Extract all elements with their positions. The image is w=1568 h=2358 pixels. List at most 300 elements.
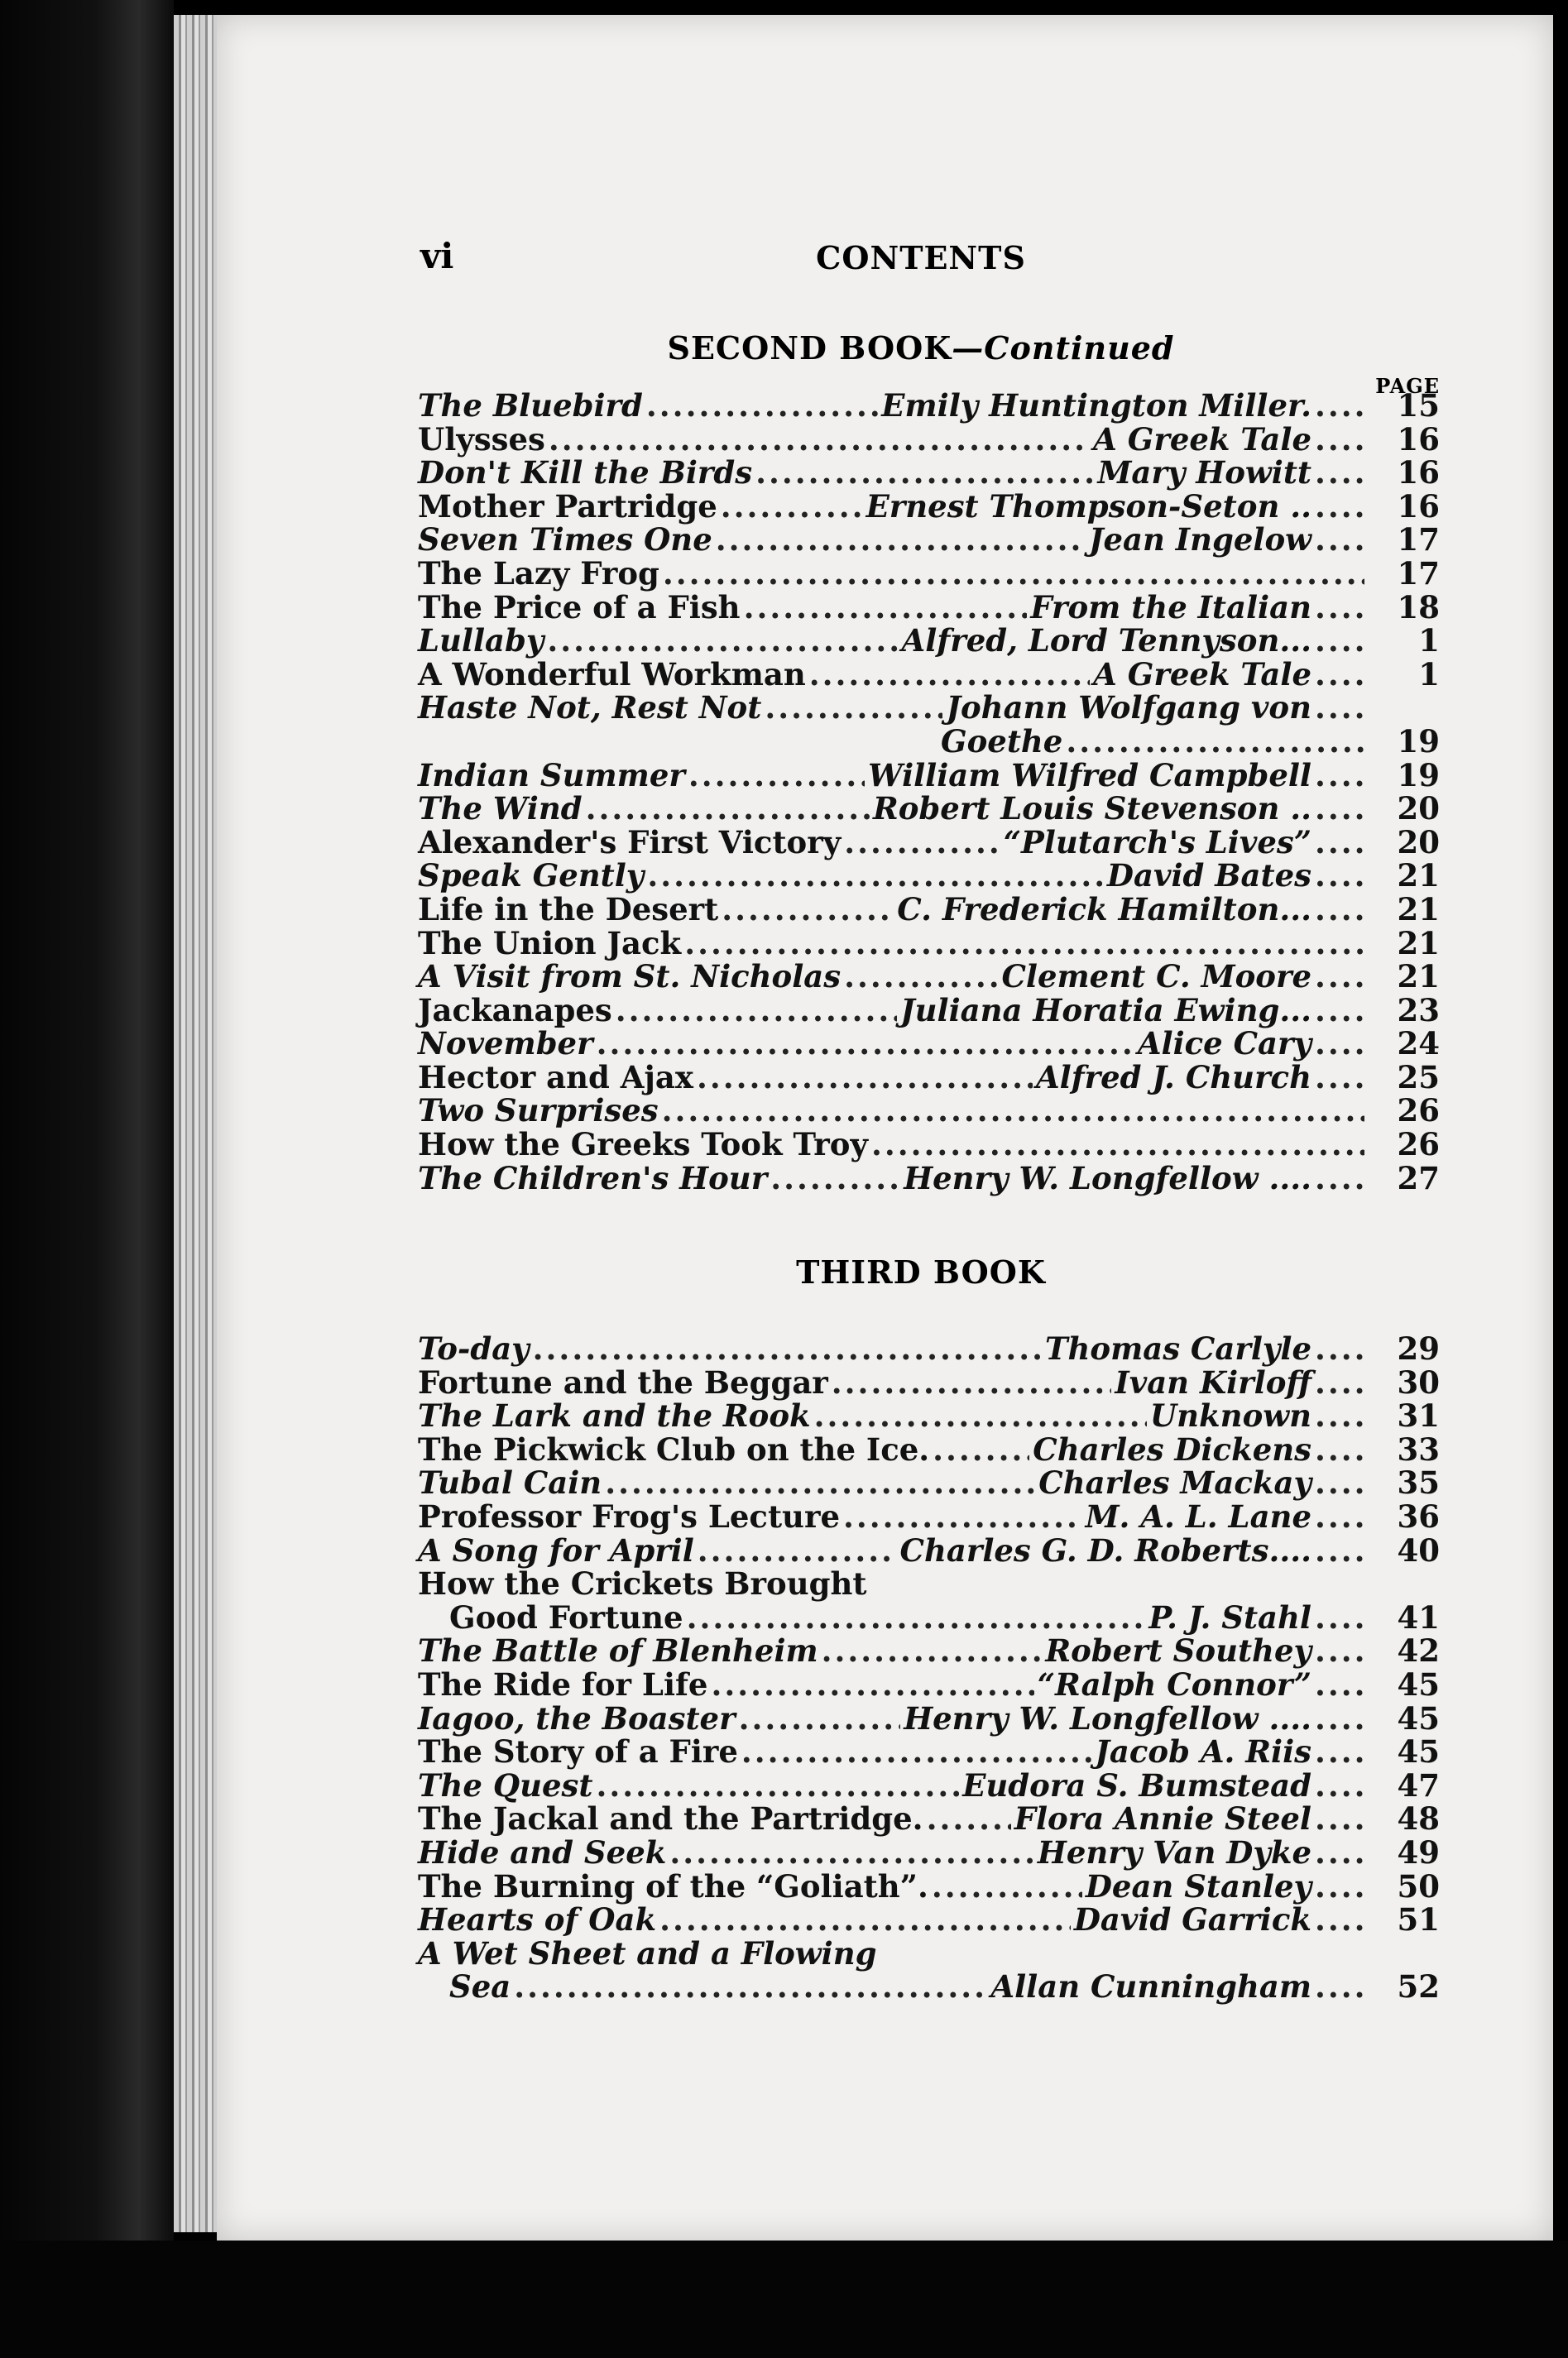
toc-page-number: 52 — [1397, 1968, 1440, 2006]
toc-row — [418, 1364, 1440, 1401]
toc-title: The Children's Hour — [418, 1159, 768, 1196]
toc-author: Robert Southey — [1045, 1632, 1311, 1670]
third-book-toc — [418, 1330, 1440, 2006]
dot-leader — [721, 488, 863, 525]
dot-leader — [933, 1431, 1029, 1468]
dot-leader — [822, 1632, 1043, 1669]
toc-page-number: 21 — [1397, 857, 1440, 894]
dot-leader — [1315, 589, 1364, 625]
dot-leader — [1315, 1498, 1364, 1535]
toc-row-text — [418, 488, 1368, 525]
toc-title: Iagoo, the Boaster — [418, 1699, 736, 1737]
dot-leader — [1315, 958, 1364, 994]
toc-row-text — [418, 958, 1368, 994]
toc-page-number: 16 — [1397, 454, 1440, 491]
toc-author: Alice Cary — [1137, 1025, 1311, 1062]
toc-title: Indian Summer — [418, 756, 685, 793]
dot-leader — [716, 521, 1086, 558]
dot-leader — [647, 857, 1104, 894]
toc-row-text — [418, 1599, 1368, 1636]
toc-title: Two Surprises — [418, 1092, 659, 1129]
toc-title: The Price of a Fish — [418, 588, 741, 625]
dot-leader — [1315, 1397, 1364, 1434]
toc-title: The Pickwick Club on the Ice. — [418, 1431, 930, 1468]
second-book-toc — [418, 387, 1440, 1196]
dot-leader — [1315, 421, 1364, 458]
toc-page-number: 51 — [1397, 1901, 1440, 1939]
dot-leader — [597, 1025, 1134, 1062]
toc-author: P. J. Stahl — [1148, 1598, 1311, 1636]
toc-title: The Quest — [418, 1766, 593, 1804]
toc-title: A Visit from St. Nicholas — [418, 958, 842, 995]
toc-title: The Jackal and the Partridge. — [418, 1800, 923, 1838]
dot-leader — [809, 656, 1090, 693]
toc-row-text — [418, 824, 1368, 860]
toc-title: The Wind — [418, 790, 583, 827]
dot-leader — [770, 1160, 900, 1196]
toc-row-text — [418, 622, 1368, 659]
toc-row-text — [418, 1397, 1368, 1434]
toc-row — [418, 891, 1440, 925]
toc-page-number: 21 — [1397, 890, 1440, 927]
toc-author: Flora Annie Steel — [1014, 1800, 1311, 1838]
toc-author: Thomas Carlyle — [1044, 1330, 1311, 1367]
toc-author: William Wilfred Campbell — [868, 756, 1311, 793]
dot-leader — [698, 1532, 897, 1569]
dot-leader — [1315, 656, 1364, 693]
toc-title: Haste Not, Rest Not — [418, 689, 762, 726]
toc-author: A Greek Tale — [1093, 420, 1311, 458]
dot-leader — [1315, 1599, 1364, 1636]
toc-row-text — [418, 1968, 1368, 2005]
toc-title: November — [418, 1025, 593, 1062]
toc-title: The Battle of Blenheim — [418, 1632, 818, 1670]
toc-author: Eudora S. Bumstead — [962, 1766, 1311, 1804]
toc-row — [418, 1059, 1440, 1093]
toc-author: A Greek Tale — [1093, 655, 1311, 693]
toc-title: Don't Kill the Birds — [418, 454, 753, 491]
toc-page-number: 40 — [1397, 1531, 1440, 1569]
toc-row-text — [418, 555, 1368, 592]
dot-leader — [765, 689, 942, 726]
toc-author: Alfred, Lord Tennyson... — [901, 622, 1311, 659]
toc-row — [418, 1632, 1440, 1670]
toc-row-text — [418, 1160, 1368, 1196]
toc-row-text — [418, 521, 1368, 558]
dot-leader — [1315, 521, 1364, 558]
toc-title: Fortune and the Beggar — [418, 1364, 828, 1401]
dot-leader — [662, 1092, 1364, 1129]
toc-author: Henry Van Dyke — [1037, 1833, 1311, 1871]
toc-row — [418, 487, 1440, 525]
toc-row-text — [418, 1092, 1368, 1129]
toc-author: Emily Huntington Miller. — [881, 387, 1311, 424]
toc-page-number: 36 — [1397, 1498, 1440, 1535]
dot-leader — [711, 1666, 1033, 1703]
dot-leader — [1315, 891, 1364, 927]
toc-title: Ulysses — [418, 420, 545, 458]
toc-title: The Ride for Life — [418, 1665, 708, 1703]
dot-leader — [755, 454, 1094, 491]
toc-author: Alfred J. Church — [1035, 1058, 1311, 1095]
toc-title: Good Fortune — [449, 1598, 683, 1636]
dot-leader — [1315, 1767, 1364, 1804]
toc-row — [418, 958, 1440, 995]
toc-row-text — [418, 656, 1368, 693]
dot-leader — [832, 1364, 1112, 1401]
toc-page-number: 47 — [1397, 1766, 1440, 1804]
dot-leader — [1315, 1431, 1364, 1468]
toc-author: Ernest Thompson-Seton .. — [866, 487, 1311, 525]
toc-author: Henry W. Longfellow .... — [904, 1159, 1311, 1196]
toc-row-text — [418, 1935, 1368, 1972]
toc-row-text — [418, 1565, 1368, 1602]
dot-leader — [1066, 723, 1364, 760]
toc-title: Hector and Ajax — [418, 1058, 693, 1095]
toc-author: From the Italian — [1030, 588, 1311, 625]
toc-title: Hearts of Oak — [418, 1901, 657, 1939]
toc-title: Tubal Cain — [418, 1464, 602, 1502]
dot-leader — [1315, 790, 1364, 827]
toc-page-number: 21 — [1397, 924, 1440, 961]
toc-title: Hide and Seek — [418, 1833, 667, 1871]
dot-leader — [1315, 1901, 1364, 1938]
toc-row-text — [418, 1834, 1368, 1871]
toc-row — [418, 1598, 1440, 1636]
dot-leader — [1315, 857, 1364, 894]
toc-title: Sea — [449, 1968, 511, 2006]
toc-author: Henry W. Longfellow .... — [904, 1699, 1311, 1737]
toc-author: “Plutarch's Lives” — [1003, 823, 1311, 860]
dot-leader — [1315, 1733, 1364, 1770]
toc-page-number: 17 — [1397, 554, 1440, 592]
dot-leader — [1315, 1532, 1364, 1569]
toc-author: Robert Louis Stevenson .. — [872, 790, 1311, 827]
dot-leader — [1315, 1059, 1364, 1095]
toc-page-number: 1 — [1418, 622, 1440, 659]
toc-page-number: 31 — [1397, 1397, 1440, 1435]
toc-author: Ivan Kirloff — [1115, 1364, 1311, 1401]
toc-row-text — [418, 454, 1368, 491]
dot-leader — [1315, 1700, 1364, 1737]
toc-title: A Wonderful Workman — [418, 655, 806, 693]
toc-row — [418, 622, 1440, 659]
toc-row — [418, 992, 1440, 1026]
toc-row-text — [418, 992, 1368, 1028]
dot-leader — [927, 1800, 1011, 1837]
toc-row — [418, 1330, 1440, 1367]
toc-row — [418, 1901, 1440, 1939]
toc-title: The Lark and the Rook — [418, 1397, 811, 1435]
toc-row — [418, 1025, 1440, 1062]
dot-leader — [1315, 689, 1364, 726]
dot-leader — [1315, 1834, 1364, 1871]
toc-row — [418, 925, 1440, 959]
toc-author: C. Frederick Hamilton... — [897, 890, 1311, 927]
toc-author: Clement C. Moore — [1001, 958, 1311, 995]
bottom-shadow — [0, 2241, 1568, 2358]
toc-row-text — [418, 925, 1368, 961]
dot-leader — [596, 1767, 959, 1804]
toc-row-text — [418, 757, 1368, 793]
toc-author: Johann Wolfgang von — [946, 689, 1311, 726]
toc-page-number: 20 — [1397, 823, 1440, 860]
toc-author: Jacob A. Riis — [1095, 1733, 1311, 1771]
toc-page-number: 21 — [1397, 958, 1440, 995]
toc-title: A Wet Sheet and a Flowing — [418, 1934, 877, 1972]
toc-title: Professor Frog's Lecture — [418, 1498, 840, 1535]
dot-leader — [659, 1901, 1071, 1938]
toc-row-text — [418, 1464, 1368, 1501]
toc-row-text — [418, 689, 1368, 726]
toc-row-text — [418, 1700, 1368, 1737]
toc-page-number: 30 — [1397, 1364, 1440, 1401]
toc-author: Juliana Horatia Ewing... — [900, 991, 1311, 1028]
toc-row — [418, 1968, 1440, 2006]
toc-row — [418, 722, 1440, 760]
toc-page-number: 26 — [1397, 1126, 1440, 1163]
toc-page-number: 35 — [1397, 1464, 1440, 1502]
toc-author: Mary Howitt — [1097, 454, 1311, 491]
dot-leader — [1315, 1868, 1364, 1905]
toc-title: The Union Jack — [418, 924, 682, 961]
dot-leader — [1315, 1364, 1364, 1401]
toc-page-number: 16 — [1397, 420, 1440, 458]
toc-row — [418, 1092, 1440, 1129]
dot-leader — [547, 622, 898, 659]
dot-leader — [549, 421, 1090, 458]
dot-leader — [1315, 1666, 1364, 1703]
toc-row — [418, 655, 1440, 693]
dot-leader — [1315, 757, 1364, 793]
dot-leader — [533, 1330, 1042, 1367]
toc-row-text — [418, 589, 1368, 625]
toc-page-number: 26 — [1397, 1092, 1440, 1129]
toc-page-number: 48 — [1397, 1800, 1440, 1838]
toc-row-text — [418, 1868, 1368, 1905]
toc-author: Allan Cunningham — [990, 1968, 1311, 2006]
dot-leader — [1315, 622, 1364, 659]
dot-leader — [605, 1464, 1035, 1501]
toc-row-text — [418, 1059, 1368, 1095]
toc-page-number: 50 — [1397, 1867, 1440, 1905]
toc-row-text — [418, 1532, 1368, 1569]
toc-row — [418, 1800, 1440, 1838]
toc-row-text — [418, 723, 1368, 760]
toc-row-text — [418, 1330, 1368, 1367]
dot-leader — [1315, 1025, 1364, 1062]
dot-leader — [844, 824, 1000, 860]
dot-leader — [844, 958, 998, 994]
toc-row-text — [418, 1800, 1368, 1837]
toc-row — [418, 1699, 1440, 1737]
toc-author: David Bates — [1106, 857, 1311, 894]
dot-leader — [1315, 1632, 1364, 1669]
toc-page-number: 24 — [1397, 1025, 1440, 1062]
dot-leader — [697, 1059, 1033, 1095]
toc-row-text — [418, 1431, 1368, 1468]
dot-leader — [1315, 454, 1364, 491]
toc-row — [418, 1397, 1440, 1435]
toc-row-text — [418, 1126, 1368, 1162]
toc-title: How the Greeks Took Troy — [418, 1126, 868, 1163]
page-column-label: PAGE — [1375, 374, 1440, 398]
dot-leader — [744, 589, 1028, 625]
dot-leader — [1315, 1968, 1364, 2005]
dot-leader — [932, 1868, 1082, 1905]
dot-leader — [663, 555, 1364, 592]
toc-page-number: 19 — [1397, 756, 1440, 793]
toc-row — [418, 790, 1440, 827]
toc-page-number: 19 — [1397, 722, 1440, 760]
toc-author: Jean Ingelow — [1088, 521, 1311, 558]
second-book-heading — [420, 329, 1422, 367]
toc-row — [418, 1498, 1440, 1535]
toc-row-text — [418, 1364, 1368, 1401]
dot-leader — [586, 790, 870, 827]
toc-row — [418, 387, 1440, 424]
toc-title: To-day — [418, 1330, 530, 1367]
toc-page-number: 45 — [1397, 1699, 1440, 1737]
toc-row — [418, 1160, 1440, 1194]
toc-row-text — [418, 387, 1368, 424]
page-number: vi — [420, 236, 454, 276]
dot-leader — [1315, 824, 1364, 860]
toc-title: How the Crickets Brought — [418, 1565, 867, 1603]
dot-leader — [1315, 992, 1364, 1028]
toc-author: Dean Stanley — [1085, 1867, 1311, 1905]
toc-page-number: 45 — [1397, 1733, 1440, 1771]
toc-row — [418, 824, 1440, 858]
toc-title: The Story of a Fire — [418, 1733, 738, 1771]
third-book-heading: THIRD BOOK — [796, 1253, 1046, 1291]
toc-page-number: 15 — [1397, 387, 1440, 424]
dot-leader — [1315, 1160, 1364, 1196]
toc-author: Charles G. D. Roberts.... — [899, 1531, 1311, 1569]
dot-leader — [1315, 387, 1364, 424]
dot-leader — [684, 925, 1364, 961]
toc-title: A Song for April — [418, 1531, 694, 1569]
dot-leader — [688, 757, 865, 793]
toc-row — [418, 857, 1440, 894]
dot-leader — [1315, 1330, 1364, 1367]
toc-title: Life in the Desert — [418, 890, 719, 927]
dot-leader — [1315, 488, 1364, 525]
toc-title: Jackanapes — [418, 991, 612, 1028]
toc-title: Mother Partridge — [418, 487, 717, 525]
toc-row — [418, 589, 1440, 623]
page-header — [420, 236, 1422, 285]
toc-author: Goethe — [941, 722, 1063, 760]
toc-author: Unknown — [1149, 1397, 1311, 1435]
toc-page-number: 29 — [1397, 1330, 1440, 1367]
toc-page-number: 25 — [1397, 1058, 1440, 1095]
dot-leader — [871, 1126, 1364, 1162]
toc-row — [418, 454, 1440, 491]
toc-author: David Garrick — [1073, 1901, 1311, 1939]
toc-row-text — [418, 1632, 1368, 1669]
toc-author: M. A. L. Lane — [1085, 1498, 1311, 1535]
toc-row — [418, 1833, 1440, 1871]
toc-title: The Bluebird — [418, 387, 643, 424]
toc-row-text — [418, 1767, 1368, 1804]
toc-page-number: 20 — [1397, 790, 1440, 827]
toc-page-number: 1 — [1418, 655, 1440, 693]
toc-row-text — [418, 790, 1368, 827]
toc-row-text — [418, 1666, 1368, 1703]
toc-row — [418, 1733, 1440, 1771]
toc-row-text — [418, 1498, 1368, 1535]
toc-row — [418, 689, 1440, 726]
toc-row — [418, 521, 1440, 558]
toc-page-number: 27 — [1397, 1159, 1440, 1196]
toc-title: The Burning of the “Goliath”. — [418, 1867, 928, 1905]
toc-page-number: 49 — [1397, 1833, 1440, 1871]
toc-row-text — [418, 1901, 1368, 1938]
dot-leader — [741, 1733, 1091, 1770]
toc-author: “Ralph Connor” — [1037, 1665, 1311, 1703]
dot-leader — [722, 891, 894, 927]
dot-leader — [1315, 1464, 1364, 1501]
dot-leader — [843, 1498, 1082, 1535]
toc-row-text — [418, 1025, 1368, 1062]
toc-row — [418, 1431, 1440, 1468]
toc-title: Alexander's First Victory — [418, 823, 842, 860]
toc-row — [418, 1665, 1440, 1703]
toc-row — [418, 1464, 1440, 1502]
toc-page-number: 23 — [1397, 991, 1440, 1028]
second-book-heading-text: SECOND BOOK — [667, 329, 952, 367]
toc-row-text — [418, 857, 1368, 894]
toc-page-number: 16 — [1397, 487, 1440, 525]
toc-row — [418, 420, 1440, 458]
book-spine — [0, 0, 174, 2358]
toc-author: Charles Dickens — [1033, 1431, 1311, 1468]
toc-row-text — [418, 1733, 1368, 1770]
dot-leader — [514, 1968, 987, 2005]
dot-leader — [1315, 1800, 1364, 1837]
dot-leader — [669, 1834, 1034, 1871]
toc-page-number: 18 — [1397, 588, 1440, 625]
toc-row — [418, 1531, 1440, 1569]
toc-page-number: 33 — [1397, 1431, 1440, 1468]
toc-page-number: 45 — [1397, 1665, 1440, 1703]
toc-row — [418, 1126, 1440, 1163]
toc-page-number: 17 — [1397, 521, 1440, 558]
toc-row — [418, 554, 1440, 592]
toc-page-number: 41 — [1397, 1598, 1440, 1636]
dot-leader — [814, 1397, 1147, 1434]
dot-leader — [646, 387, 878, 424]
toc-row — [418, 757, 1440, 791]
toc-title: Speak Gently — [418, 857, 645, 894]
toc-row — [418, 1867, 1440, 1905]
dot-leader — [616, 992, 897, 1028]
toc-page-number: 42 — [1397, 1632, 1440, 1670]
toc-row-text — [418, 421, 1368, 458]
dot-leader — [739, 1700, 901, 1737]
toc-row-text — [418, 891, 1368, 927]
toc-title: The Lazy Frog — [418, 554, 659, 592]
running-title: CONTENTS — [816, 239, 1026, 276]
toc-row — [418, 1766, 1440, 1804]
toc-row — [418, 1934, 1440, 1972]
toc-row — [418, 1565, 1440, 1603]
dot-leader — [687, 1599, 1146, 1636]
toc-author: Charles Mackay — [1038, 1464, 1311, 1502]
second-book-heading-suffix: —Continued — [952, 329, 1175, 367]
toc-title: Seven Times One — [418, 521, 712, 558]
